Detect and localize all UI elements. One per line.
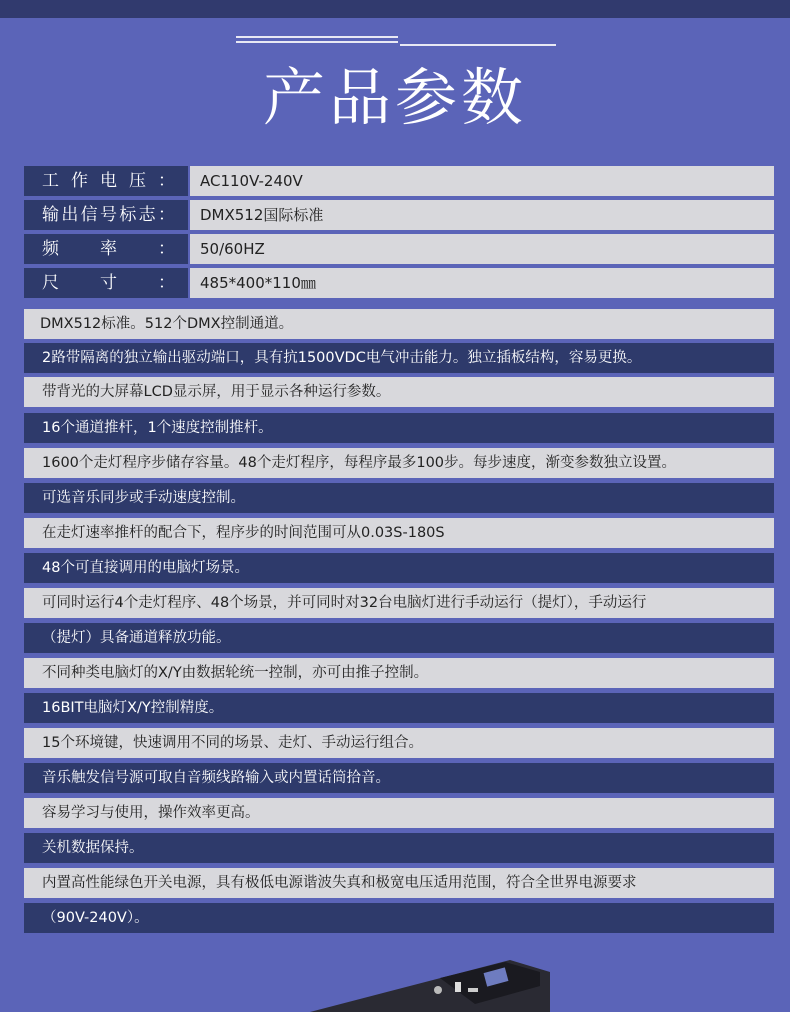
- feature-row: 2路带隔离的独立输出驱动端口，具有抗1500VDC电气冲击能力。独立插板结构，容易更换。: [24, 343, 774, 373]
- feature-row: DMX512标准。512个DMX控制通道。: [24, 309, 774, 339]
- spec-label: 输出信号标志：: [24, 200, 188, 230]
- spec-label: 尺寸：: [24, 268, 188, 298]
- spec-value: 485*400*110㎜: [190, 268, 774, 298]
- feature-row: 不同种类电脑灯的X/Y由数据轮统一控制，亦可由推子控制。: [24, 658, 774, 688]
- spec-label: 频率：: [24, 234, 188, 264]
- title-decoration-line-3: [400, 44, 556, 46]
- spec-label: 工作电压：: [24, 166, 188, 196]
- feature-row: 关机数据保持。: [24, 833, 774, 863]
- feature-row: 内置高性能绿色开关电源，具有极低电源谐波失真和极宽电压适用范围，符合全世界电源要求: [24, 868, 774, 898]
- feature-row: 15个环境键，快速调用不同的场景、走灯、手动运行组合。: [24, 728, 774, 758]
- feature-row: 音乐触发信号源可取自音频线路输入或内置话筒拾音。: [24, 763, 774, 793]
- feature-row: 带背光的大屏幕LCD显示屏，用于显示各种运行参数。: [24, 377, 774, 407]
- spec-row-size: [24, 268, 774, 298]
- spec-row-signal: [24, 200, 774, 230]
- feature-row: 可选音乐同步或手动速度控制。: [24, 483, 774, 513]
- title-decoration-line-2: [236, 41, 398, 43]
- spec-value: 50/60HZ: [190, 234, 774, 264]
- spec-row-frequency: [24, 234, 774, 264]
- feature-row: 16个通道推杆，1个速度控制推杆。: [24, 413, 774, 443]
- page-title: 产品参数: [262, 61, 527, 134]
- top-bar: [0, 0, 790, 18]
- title-decoration-line-1: [236, 36, 398, 38]
- feature-row: 在走灯速率推杆的配合下，程序步的时间范围可从0.03S-180S: [24, 518, 774, 548]
- feature-row: 容易学习与使用，操作效率更高。: [24, 798, 774, 828]
- feature-row: （提灯）具备通道释放功能。: [24, 623, 774, 653]
- feature-row: 可同时运行4个走灯程序、48个场景，并可同时对32台电脑灯进行手动运行（提灯），手动运行: [24, 588, 774, 618]
- spec-value: DMX512国际标准: [190, 200, 774, 230]
- feature-row: 1600个走灯程序步储存容量。48个走灯程序，每程序最多100步。每步速度，渐变参数独立设置。: [24, 448, 774, 478]
- feature-row: 16BIT电脑灯X/Y控制精度。: [24, 693, 774, 723]
- feature-row: （90V-240V）。: [24, 903, 774, 933]
- spec-row-voltage: [24, 166, 774, 196]
- console-device-image: [300, 952, 560, 1012]
- feature-row: 48个可直接调用的电脑灯场景。: [24, 553, 774, 583]
- spec-value: AC110V-240V: [190, 166, 774, 196]
